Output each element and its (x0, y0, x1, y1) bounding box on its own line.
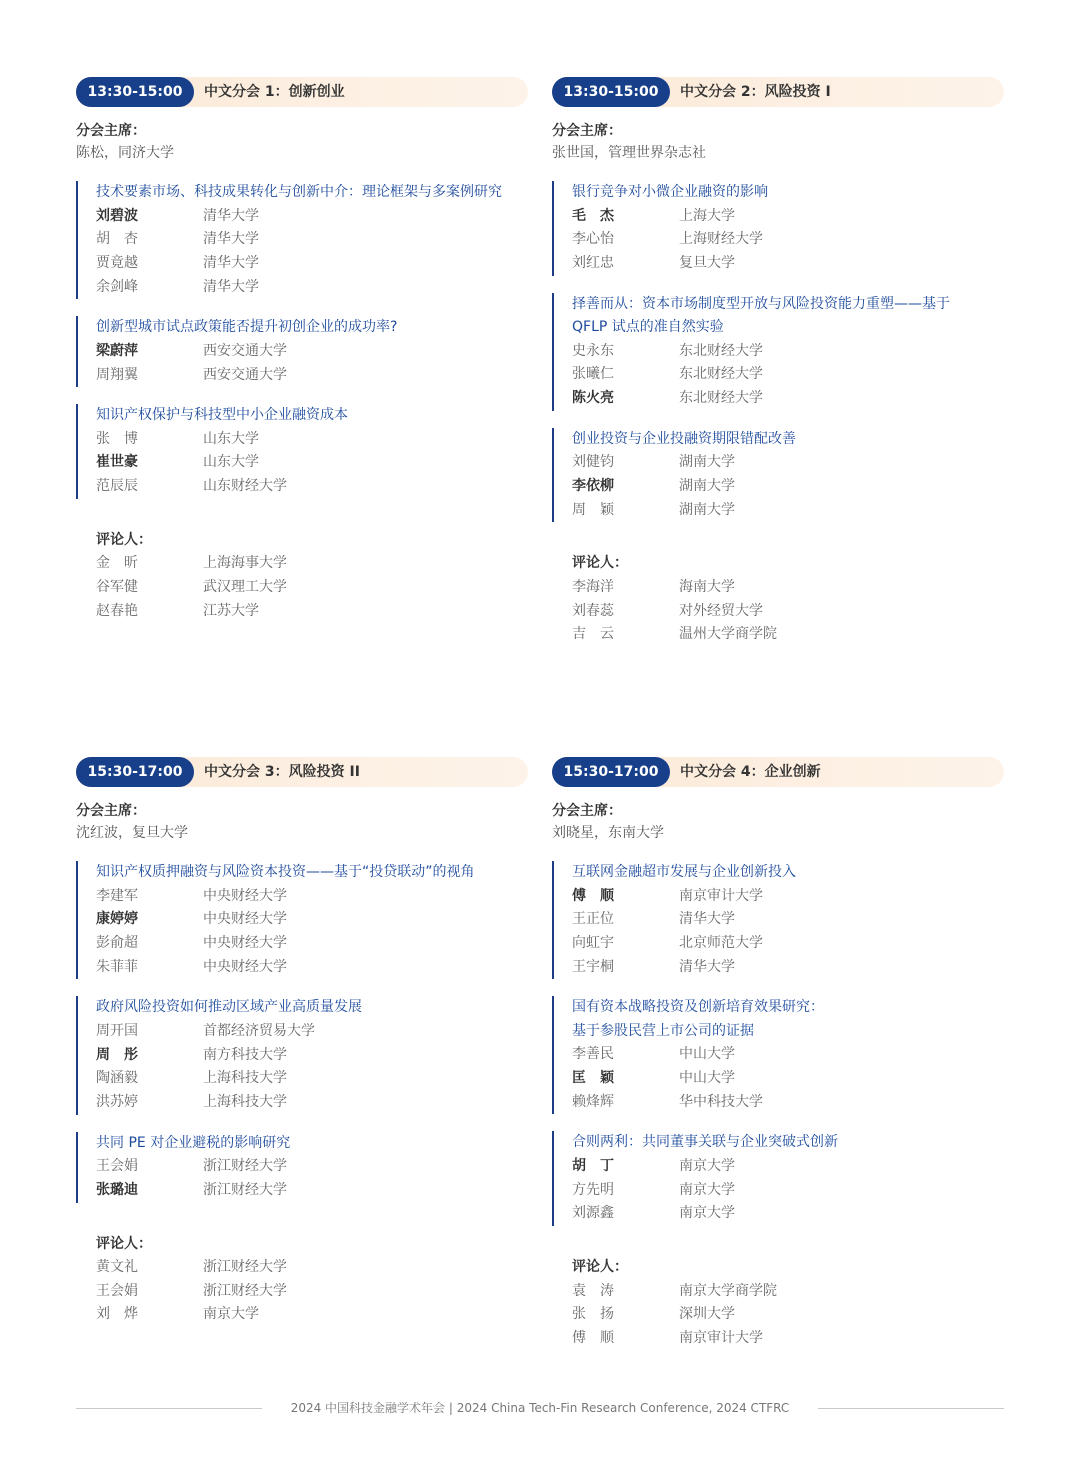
discussant-name: 刘春蕊 (572, 602, 614, 619)
session-time-badge: 15:30-17:00 (552, 757, 670, 787)
author-affiliation: 华中科技大学 (679, 1093, 763, 1110)
author-affiliation: 上海科技大学 (203, 1070, 287, 1087)
footer-rule-right (818, 1408, 1004, 1409)
author-affiliation: 中央财经大学 (203, 911, 287, 928)
author-name: 傅 顺 (572, 887, 614, 904)
author-name: 张曦仁 (572, 366, 614, 383)
discussant-label: 评论人： (572, 555, 628, 572)
discussant-affiliation: 上海海事大学 (203, 555, 287, 572)
author-row (96, 1155, 528, 1179)
author-name: 梁蔚萍 (96, 342, 138, 359)
author-affiliation: 浙江财经大学 (203, 1181, 287, 1198)
author-affiliation: 东北财经大学 (679, 390, 763, 407)
author-name: 刘红忠 (572, 254, 614, 271)
discussants (552, 552, 1004, 647)
discussant-row (96, 1256, 528, 1280)
discussant-list (96, 552, 528, 623)
author-affiliation: 南方科技大学 (203, 1046, 287, 1063)
session-header (552, 757, 1004, 787)
author-name: 王会娟 (96, 1158, 138, 1175)
author-row (572, 363, 1004, 387)
discussant-list (572, 1280, 1004, 1351)
author-name: 崔世豪 (96, 454, 138, 471)
author-name: 匡 颖 (572, 1070, 614, 1087)
author-row (572, 451, 1004, 475)
author-name: 刘源鑫 (572, 1205, 614, 1222)
discussant-name: 谷军健 (96, 579, 138, 596)
session-4 (552, 757, 1004, 1351)
session-header (76, 757, 528, 787)
paper-block (552, 996, 1004, 1114)
presenter-row (572, 205, 1004, 229)
presenter-row (96, 340, 528, 364)
discussant-affiliation: 浙江财经大学 (203, 1282, 287, 1299)
author-affiliation: 南京大学 (679, 1205, 735, 1222)
author-name: 王正位 (572, 911, 614, 928)
author-affiliation: 中央财经大学 (203, 934, 287, 951)
author-row (96, 252, 528, 276)
discussant-affiliation: 深圳大学 (679, 1306, 735, 1323)
discussant-row (96, 1303, 528, 1327)
paper-title: 互联网金融超市发展与企业创新投入 (572, 864, 796, 880)
paper-block (76, 1132, 528, 1203)
author-name: 赖烽辉 (572, 1093, 614, 1110)
author-row (96, 276, 528, 300)
paper-block (552, 181, 1004, 276)
session-title: 中文分会 2：风险投资 I (680, 84, 831, 100)
discussant-affiliation: 江苏大学 (203, 602, 259, 619)
author-affiliation: 南京审计大学 (679, 887, 763, 904)
paper-block (76, 861, 528, 979)
author-affiliation: 清华大学 (203, 231, 259, 248)
author-affiliation: 清华大学 (679, 911, 735, 928)
author-name: 周 彤 (96, 1046, 138, 1063)
author-row (96, 932, 528, 956)
chair-name: 沈红波，复旦大学 (76, 825, 188, 841)
paper-list (76, 181, 528, 499)
discussant-name: 黄文礼 (96, 1259, 138, 1276)
discussants (76, 529, 528, 624)
author-affiliation: 山东大学 (203, 430, 259, 447)
author-name: 陶涵毅 (96, 1070, 138, 1087)
author-row (96, 228, 528, 252)
author-name: 余剑峰 (96, 278, 138, 295)
paper-list (552, 181, 1004, 522)
author-name: 李善民 (572, 1046, 614, 1063)
discussant-list (572, 576, 1004, 647)
discussant-row (572, 576, 1004, 600)
presenter-row (96, 205, 528, 229)
session-header (76, 77, 528, 107)
author-affiliation: 清华大学 (203, 207, 259, 224)
discussant-affiliation: 温州大学商学院 (679, 626, 777, 643)
presenter-row (96, 908, 528, 932)
presenter-row (96, 1179, 528, 1203)
author-affiliation: 中央财经大学 (203, 958, 287, 975)
author-affiliation: 东北财经大学 (679, 366, 763, 383)
discussant-name: 赵春艳 (96, 602, 138, 619)
author-affiliation: 清华大学 (203, 254, 259, 271)
presenter-row (572, 1067, 1004, 1091)
discussant-row (572, 600, 1004, 624)
author-name: 胡 杏 (96, 231, 138, 248)
chair-label: 分会主席： (552, 123, 622, 139)
discussant-affiliation: 海南大学 (679, 578, 735, 595)
author-name: 毛 杰 (572, 207, 614, 224)
presenter-row (572, 387, 1004, 411)
session-header (552, 77, 1004, 107)
author-name: 史永东 (572, 342, 614, 359)
paper-title: 创业投资与企业投融资期限错配改善 (572, 430, 796, 447)
discussant-affiliation: 南京大学 (203, 1306, 259, 1323)
author-affiliation: 湖南大学 (679, 501, 735, 518)
paper-block (76, 404, 528, 499)
discussant-row (572, 1280, 1004, 1304)
author-name: 陈火亮 (572, 390, 614, 407)
paper-title: 创新型城市试点政策能否提升初创企业的成功率? (96, 319, 398, 336)
discussant-name: 吉 云 (572, 626, 614, 643)
paper-title: 国有资本战略投资及创新培育效果研究： (572, 999, 824, 1016)
author-affiliation: 中山大学 (679, 1070, 735, 1087)
author-name: 周开国 (96, 1022, 138, 1039)
author-affiliation: 山东大学 (203, 454, 259, 471)
author-affiliation: 上海财经大学 (679, 231, 763, 248)
discussant-list (96, 1256, 528, 1327)
discussant-affiliation: 浙江财经大学 (203, 1259, 287, 1276)
discussant-row (96, 552, 528, 576)
discussant-name: 袁 涛 (572, 1282, 614, 1299)
author-name: 刘健钧 (572, 454, 614, 471)
paper-title: 知识产权保护与科技型中小企业融资成本 (96, 407, 348, 424)
paper-block (76, 316, 528, 387)
author-name: 李依柳 (572, 477, 614, 494)
paper-block (76, 996, 528, 1114)
author-row (572, 499, 1004, 523)
author-row (96, 1020, 528, 1044)
author-name: 张璐迪 (96, 1181, 138, 1198)
paper-title: 合则两利：共同董事关联与企业突破式创新 (572, 1134, 838, 1151)
author-row (96, 364, 528, 388)
author-row (96, 885, 528, 909)
author-name: 王宇桐 (572, 958, 614, 975)
presenter-row (96, 1044, 528, 1068)
paper-block (552, 1131, 1004, 1226)
paper-block (76, 181, 528, 299)
author-affiliation: 湖南大学 (679, 454, 735, 471)
author-row (572, 908, 1004, 932)
session-3 (76, 757, 528, 1327)
paper-list (76, 861, 528, 1203)
author-row (572, 1043, 1004, 1067)
paper-title: 知识产权质押融资与风险资本投资——基于“投贷联动”的视角 (96, 864, 475, 880)
author-name: 彭俞超 (96, 934, 138, 951)
session-time-badge: 15:30-17:00 (76, 757, 194, 787)
paper-title: 共同 PE 对企业避税的影响研究 (96, 1134, 291, 1151)
session-2 (552, 77, 1004, 647)
author-row (96, 475, 528, 499)
discussant-affiliation: 南京大学商学院 (679, 1282, 777, 1299)
discussant-label: 评论人： (96, 1235, 152, 1252)
paper-title: 银行竞争对小微企业融资的影响 (572, 184, 768, 200)
author-row (572, 1091, 1004, 1115)
discussant-row (572, 1303, 1004, 1327)
author-affiliation: 南京大学 (679, 1181, 735, 1198)
author-row (572, 252, 1004, 276)
author-name: 刘碧波 (96, 207, 138, 224)
paper-title: 政府风险投资如何推动区域产业高质量发展 (96, 999, 362, 1016)
author-affiliation: 中央财经大学 (203, 887, 287, 904)
discussant-name: 傅 顺 (572, 1329, 614, 1346)
session-time-badge: 13:30-15:00 (552, 77, 670, 107)
discussant-label: 评论人： (572, 1259, 628, 1276)
author-row (572, 1179, 1004, 1203)
author-row (572, 228, 1004, 252)
author-row (96, 956, 528, 980)
author-affiliation: 西安交通大学 (203, 366, 287, 383)
discussant-row (572, 623, 1004, 647)
presenter-row (572, 1155, 1004, 1179)
author-affiliation: 中山大学 (679, 1046, 735, 1063)
author-affiliation: 湖南大学 (679, 477, 735, 494)
paper-block (552, 861, 1004, 979)
discussant-name: 刘 烨 (96, 1306, 138, 1323)
author-affiliation: 上海科技大学 (203, 1093, 287, 1110)
author-affiliation: 上海大学 (679, 207, 735, 224)
footer-text: 2024 中国科技金融学术年会 | 2024 China Tech-Fin Research Conference, 2024 CTFRC (290, 1401, 790, 1415)
discussant-row (96, 600, 528, 624)
discussant-label: 评论人： (96, 531, 152, 548)
paper-list (552, 861, 1004, 1226)
author-affiliation: 复旦大学 (679, 254, 735, 271)
footer (76, 1398, 1004, 1418)
discussant-affiliation: 武汉理工大学 (203, 579, 287, 596)
author-name: 朱菲菲 (96, 958, 138, 975)
discussant-name: 李海洋 (572, 578, 614, 595)
paper-block (552, 293, 1004, 411)
author-name: 胡 丁 (572, 1157, 614, 1174)
author-name: 贾竟越 (96, 254, 138, 271)
chair-name: 刘晓星，东南大学 (552, 825, 664, 841)
author-affiliation: 清华大学 (679, 958, 735, 975)
discussants (76, 1233, 528, 1328)
author-name: 李建军 (96, 887, 138, 904)
chair-label: 分会主席： (76, 803, 146, 819)
discussant-row (572, 1327, 1004, 1351)
author-name: 李心怡 (572, 231, 614, 248)
chair-name: 张世国，管理世界杂志社 (552, 145, 706, 161)
author-row (96, 1067, 528, 1091)
session-title: 中文分会 3：风险投资 II (204, 764, 360, 780)
session-title: 中文分会 4：企业创新 (680, 764, 821, 780)
discussant-affiliation: 南京审计大学 (679, 1329, 763, 1346)
author-affiliation: 东北财经大学 (679, 342, 763, 359)
author-name: 康婷婷 (96, 911, 138, 928)
chair-label: 分会主席： (76, 123, 146, 139)
discussant-row (96, 576, 528, 600)
author-row (572, 932, 1004, 956)
presenter-row (96, 451, 528, 475)
chair-label: 分会主席： (552, 803, 622, 819)
session-1 (76, 77, 528, 623)
presenter-row (572, 885, 1004, 909)
author-row (572, 956, 1004, 980)
session-title: 中文分会 1：创新创业 (204, 84, 345, 100)
author-affiliation: 北京师范大学 (679, 934, 763, 951)
author-affiliation: 西安交通大学 (203, 342, 287, 359)
author-affiliation: 山东财经大学 (203, 478, 287, 495)
author-affiliation: 清华大学 (203, 278, 259, 295)
author-affiliation: 首都经济贸易大学 (203, 1022, 315, 1039)
presenter-row (572, 475, 1004, 499)
discussant-row (96, 1280, 528, 1304)
author-name: 周 颖 (572, 501, 614, 518)
author-affiliation: 南京大学 (679, 1157, 735, 1174)
author-name: 范辰辰 (96, 478, 138, 495)
discussant-name: 金 昕 (96, 555, 138, 572)
paper-title: 择善而从：资本市场制度型开放与风险投资能力重塑——基于 (572, 295, 950, 312)
discussant-affiliation: 对外经贸大学 (679, 602, 763, 619)
author-row (96, 428, 528, 452)
author-name: 洪苏婷 (96, 1093, 138, 1110)
author-row (96, 1091, 528, 1115)
author-name: 向虹宇 (572, 934, 614, 951)
session-time-badge: 13:30-15:00 (76, 77, 194, 107)
chair-name: 陈松，同济大学 (76, 145, 174, 161)
discussant-name: 张 扬 (572, 1306, 614, 1323)
discussant-name: 王会娟 (96, 1282, 138, 1299)
discussants (552, 1256, 1004, 1351)
author-name: 周翔翼 (96, 366, 138, 383)
paper-title: 基于参股民营上市公司的证据 (572, 1022, 754, 1039)
paper-title: QFLP 试点的准自然实验 (572, 319, 724, 336)
author-name: 方先明 (572, 1181, 614, 1198)
paper-block (552, 428, 1004, 523)
paper-title: 技术要素市场、科技成果转化与创新中介：理论框架与多案例研究 (96, 184, 502, 200)
author-row (572, 1202, 1004, 1226)
author-affiliation: 浙江财经大学 (203, 1158, 287, 1175)
author-name: 张 博 (96, 430, 138, 447)
author-row (572, 340, 1004, 364)
